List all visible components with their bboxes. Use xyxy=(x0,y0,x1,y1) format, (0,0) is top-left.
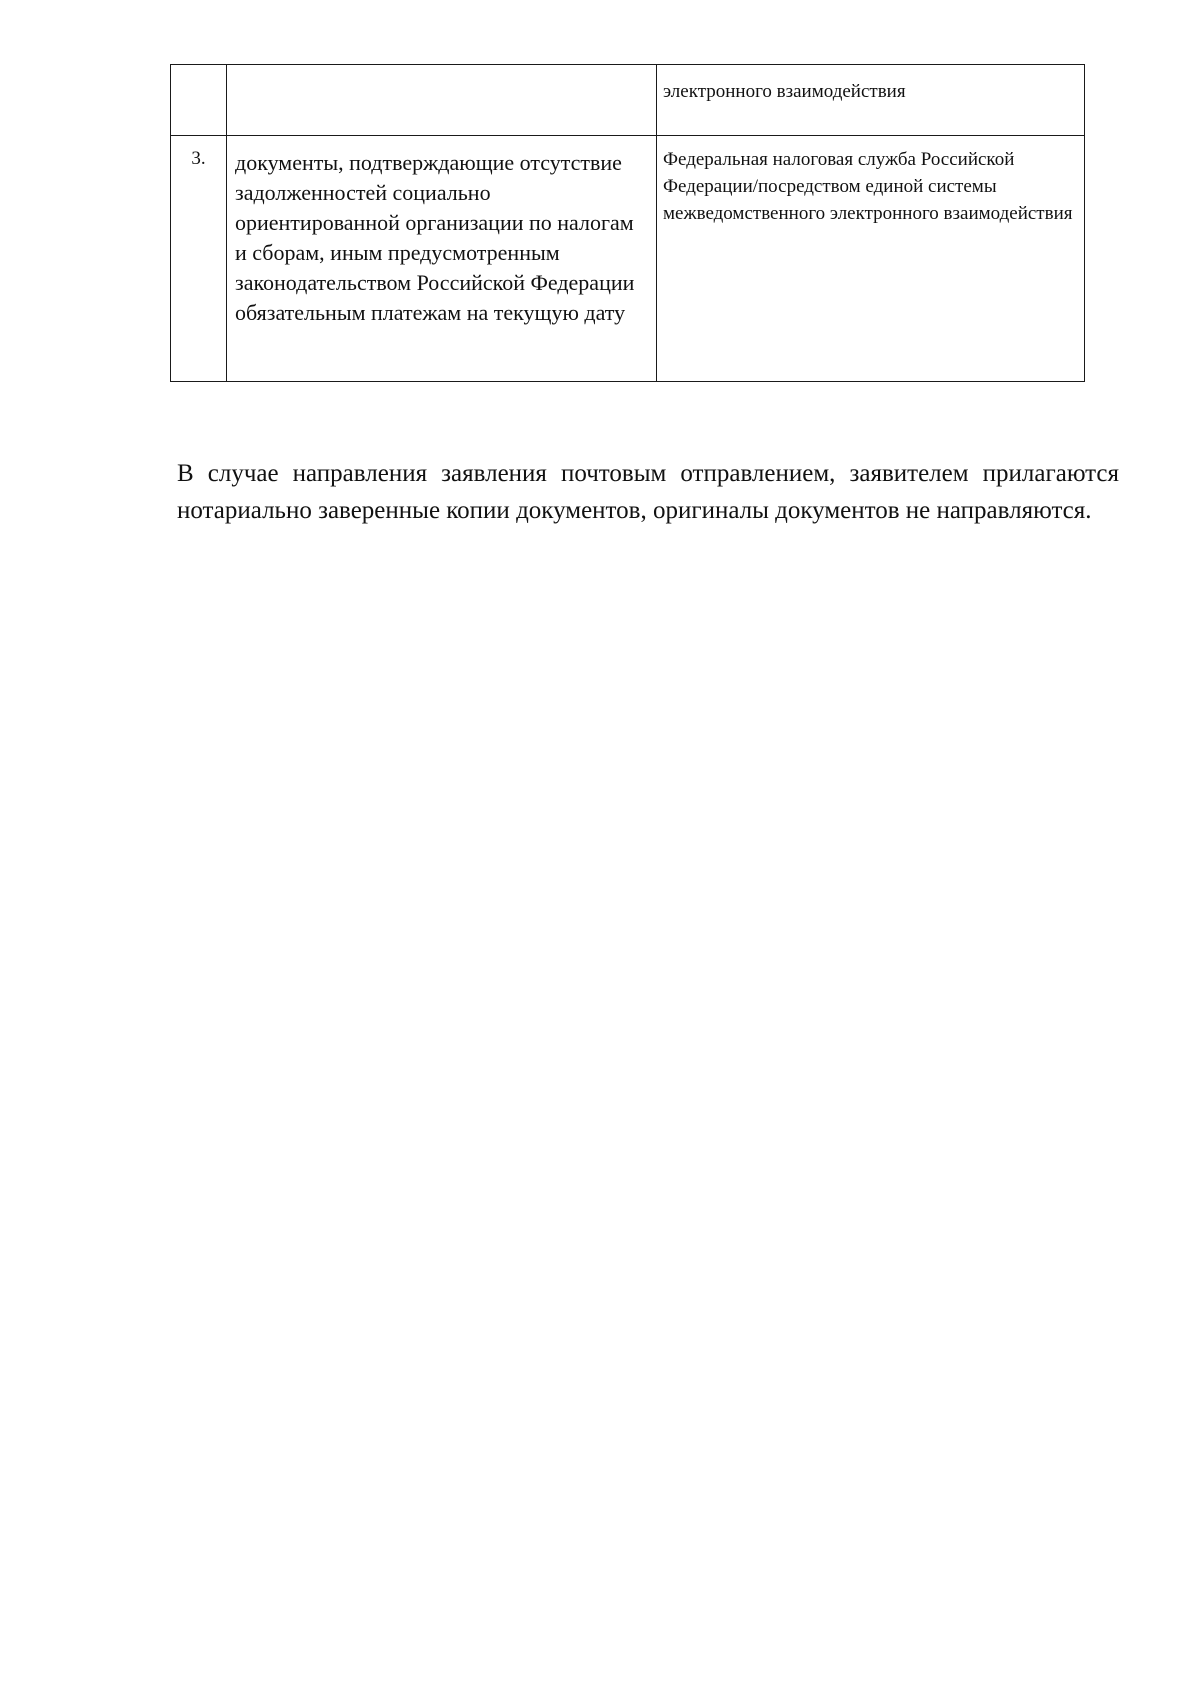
document-text: документы, подтверждающие отсутствие задолженностей социально ориентированной организации по налогам и сборам, иным предусмотренным законодательством Российской Федерации обязательным платежам на текущую дату xyxy=(235,150,635,325)
source-text: Федеральная налоговая служба Российской Федерации/посредством единой системы межведомственного электронного взаимодействия xyxy=(663,149,1073,224)
table-row xyxy=(171,65,1085,136)
table-row xyxy=(171,136,1085,382)
source-text: электронного взаимодействия xyxy=(663,81,906,102)
row-number-cell xyxy=(171,65,227,136)
document-cell xyxy=(227,136,657,382)
document-text xyxy=(227,65,656,77)
documents-table xyxy=(170,64,1085,382)
row-number-cell xyxy=(171,136,227,382)
source-cell xyxy=(657,136,1085,382)
row-number: 3. xyxy=(191,148,206,169)
note-paragraph: В случае направления заявления почтовым отправлением, заявителем прилагаются нотариально заверенные копии документов, оригиналы документов не направляются. xyxy=(177,460,1119,524)
document-cell xyxy=(227,65,657,136)
row-number xyxy=(171,65,226,77)
source-cell xyxy=(657,65,1085,136)
